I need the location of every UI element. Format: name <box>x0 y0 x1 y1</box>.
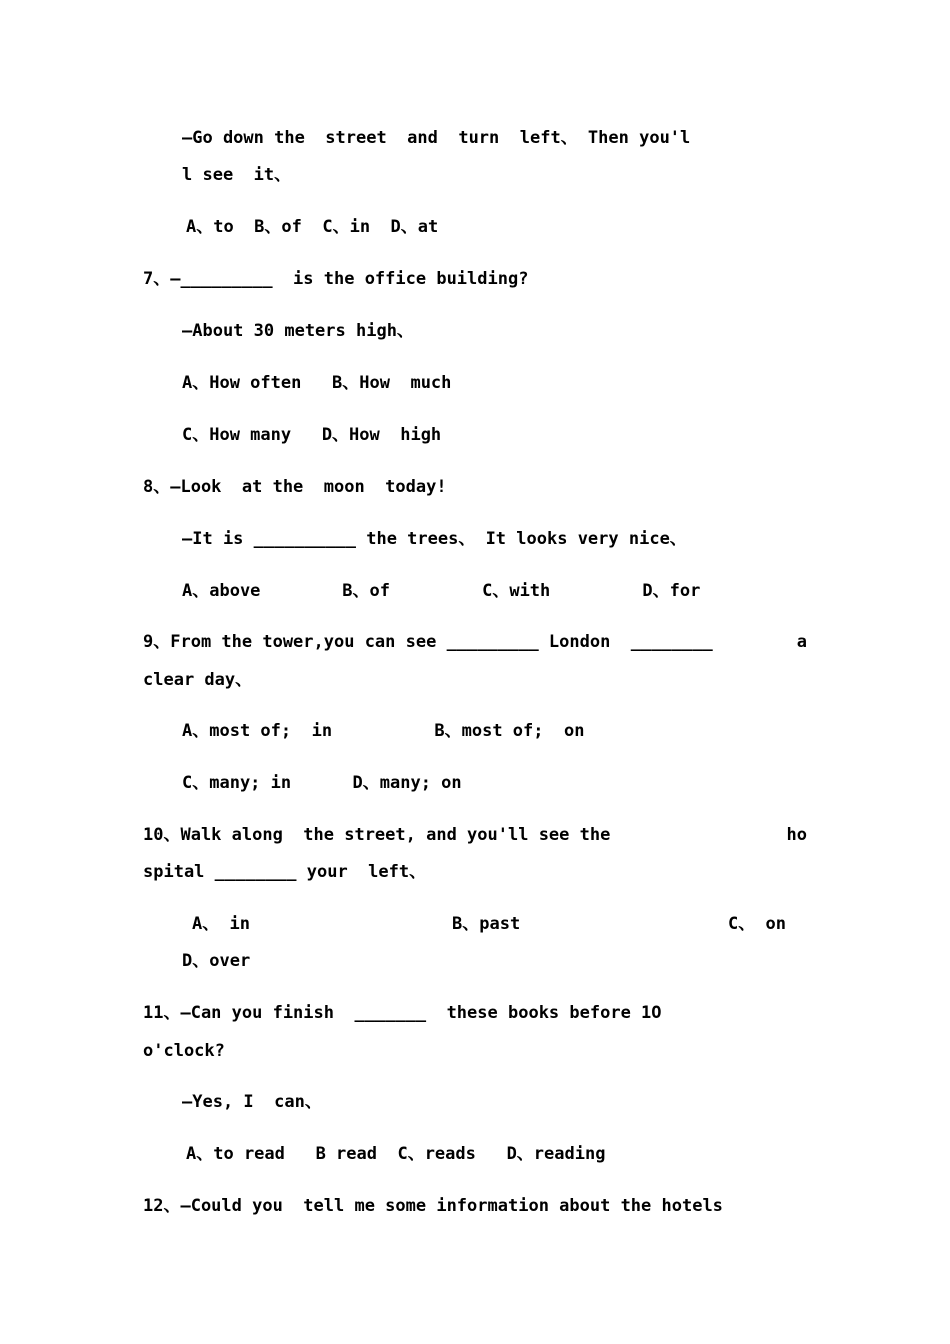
option-d: D、over <box>182 951 251 971</box>
answer-options: A、How often B、How much <box>182 373 452 393</box>
answer-options: A、above B、of C、with D、for <box>182 581 701 601</box>
option-a: A、 in <box>192 914 250 934</box>
answer-options: A、to B、of C、in D、at <box>186 217 439 237</box>
question-11: 11、—Can you finish _______ these books before 1O <box>143 1003 662 1023</box>
option-b: B、past <box>452 914 521 934</box>
text-line: —About 30 meters high、 <box>182 321 414 341</box>
answer-options: A、to read B read C、reads D、reading <box>186 1144 606 1164</box>
question-9 <box>143 631 807 653</box>
text-line: —Go down the street and turn left、 Then you'l <box>182 128 691 148</box>
text-line: —Yes, I can、 <box>182 1092 322 1112</box>
text-line: o'clock? <box>143 1041 225 1061</box>
question-10-text: 10、Walk along the street, and you'll see the <box>143 825 611 845</box>
text-line: —It is __________ the trees、 It looks very nice、 <box>182 529 687 549</box>
option-c: C、 on <box>728 914 786 934</box>
question-8: 8、—Look at the moon today! <box>143 477 447 497</box>
answer-options: A、most of; in B、most of; on <box>182 721 585 741</box>
question-10-tail: ho <box>786 825 807 845</box>
question-12: 12、—Could you tell me some information about the hotels <box>143 1196 723 1216</box>
text-line: spital ________ your left、 <box>143 862 427 882</box>
question-10 <box>143 824 807 846</box>
text-line: l see it、 <box>182 165 292 185</box>
answer-options: C、How many D、How high <box>182 425 442 445</box>
question-9-text: 9、From the tower,you can see _________ London ________ <box>143 632 713 652</box>
question-9-tail: a <box>796 632 807 652</box>
answer-options: C、many; in D、many; on <box>182 773 462 793</box>
text-line: clear day、 <box>143 670 253 690</box>
question-7: 7、—_________ is the office building? <box>143 269 529 289</box>
